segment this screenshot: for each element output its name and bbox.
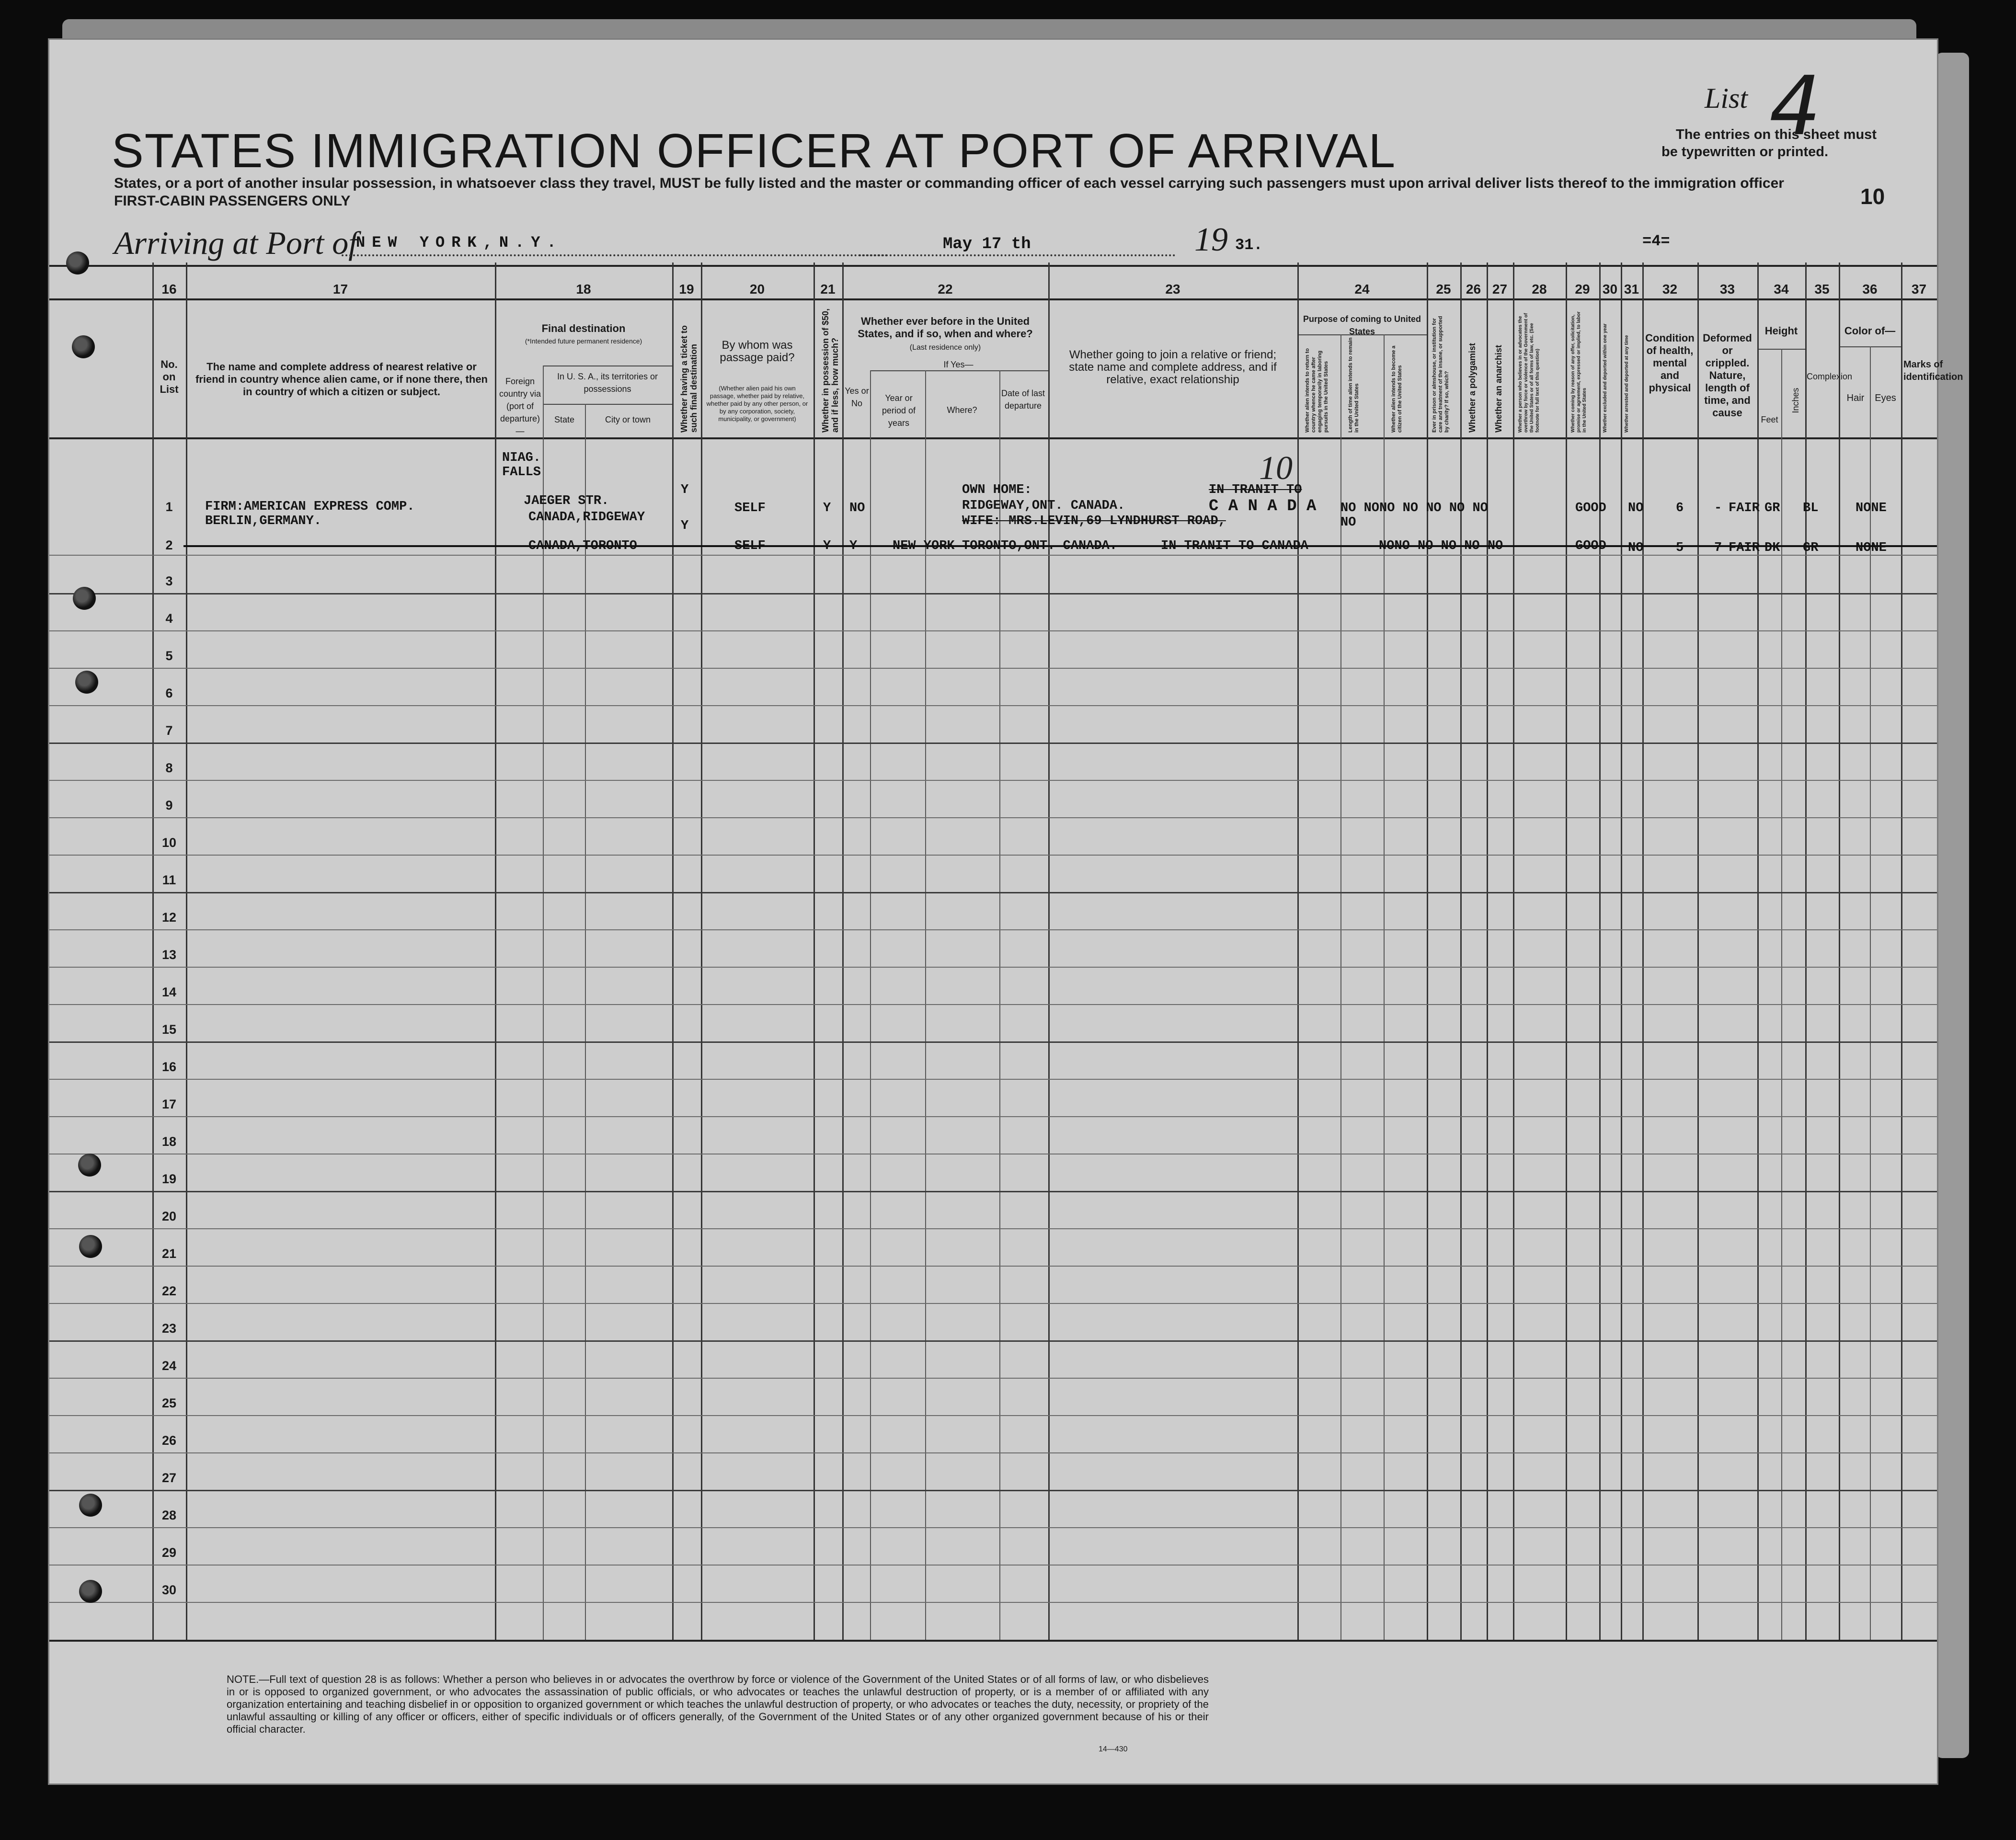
r1-relative-line2: BERLIN,GERMANY. (205, 514, 322, 528)
col-number-16: 16 (161, 282, 177, 297)
form-number: 14—430 (1099, 1745, 1128, 1753)
health-header: Condition of health, mental and physical (1645, 332, 1695, 394)
question-29-header: Whether coming by reason of any offer, solicitation, promise or agreement, expressed or implied, to labor in the United States (1570, 311, 1587, 433)
list-label: List (1705, 82, 1748, 114)
column-divider (1781, 349, 1782, 1640)
col-number-32: 32 (1662, 282, 1678, 297)
row-line (49, 1527, 1937, 1528)
row-line (49, 892, 1937, 893)
col-number-19: 19 (679, 282, 694, 297)
row-line (49, 1452, 1937, 1453)
arrival-year: 31. (1235, 236, 1263, 254)
row-number: 9 (165, 798, 173, 812)
hair-header: Hair (1846, 393, 1865, 403)
row-number: 12 (161, 910, 177, 925)
col-number-33: 33 (1719, 282, 1735, 297)
row-number: 27 (161, 1471, 177, 1485)
r2-purpose: IN TRANIT TO CANADA (1161, 539, 1308, 553)
row-line (49, 1266, 1937, 1267)
row-line (49, 1340, 1937, 1342)
r2-eyes: GR (1803, 541, 1819, 555)
row-number: 21 (161, 1246, 177, 1261)
r1-join-line3: WIFE: MRS.LEVIN,69 LYNDHURST ROAD, (962, 514, 1226, 528)
r2-marks: NONE (1856, 541, 1887, 555)
anarchist-header: Whether an anarchist (1494, 344, 1503, 433)
column-divider (1460, 263, 1462, 1640)
column-divider (1340, 334, 1341, 1640)
header-subrule (870, 370, 1048, 371)
col-number-20: 20 (749, 282, 765, 297)
column-divider (1599, 263, 1601, 1640)
passenger-class-line: FIRST-CABIN PASSENGERS ONLY (114, 193, 351, 209)
row-number: 5 (165, 649, 173, 663)
r1-feet: 6 (1676, 501, 1684, 515)
r1-foreign-country-2: FALLS (502, 465, 541, 480)
handwritten-mark: 10 (1259, 450, 1293, 487)
question-30-header: Whether excluded and deported within one year (1603, 323, 1608, 433)
row-line (49, 1490, 1937, 1491)
binding-hole (75, 671, 98, 694)
col-number-24: 24 (1354, 282, 1370, 297)
arrival-date: May 17 th (943, 235, 1031, 253)
column-divider (925, 370, 926, 1640)
column-divider (1901, 263, 1902, 1640)
r1-before: NO (849, 501, 865, 515)
row-number: 16 (161, 1060, 177, 1074)
col-number-37: 37 (1911, 282, 1927, 297)
row-number: 17 (161, 1097, 177, 1111)
row-line (49, 817, 1937, 818)
r1-complexion: FAIR (1729, 501, 1760, 515)
row-number: 7 (165, 723, 173, 738)
row-number: 11 (162, 873, 176, 887)
r1-relative-line1: FIRM:AMERICAN EXPRESS COMP. (205, 500, 415, 514)
row-line (49, 967, 1937, 968)
footnote: NOTE.—Full text of question 28 is as follows: Whether a person who believes in or advocates the overthrow by force or violence of the Government of the United States or of all forms of law, or who disbelieves in or is opposed to organized government, or who advocates the assassination of public officials, or who advocates or teaches the unlawful destruction of property, or is a member of or affiliated with any organization entertaining and teaching disbelief in or opposition to organized government or which teaches the unlawful destruction of property, or who advocates or teaches the duty, necessity, or propriety of the unlawful assaulting or killing of any officer or officers, either of specific individuals or of officers generally, of the Government of the United States or of any other organized government because of his or their official character. (227, 1673, 1209, 1735)
in-usa-header: In U. S. A., its territories or possessions (557, 372, 658, 394)
sheet-number: 10 (1860, 184, 1885, 209)
column-divider (1870, 346, 1871, 1640)
row-2-strikethrough (183, 545, 1937, 547)
manifest-sheet (48, 38, 1963, 1785)
column-divider (1566, 263, 1567, 1640)
r2-deformed: NO (1628, 541, 1644, 555)
inches-header: Inches (1791, 388, 1800, 413)
row-number: 15 (161, 1022, 177, 1037)
row-number: 28 (161, 1508, 177, 1522)
col-number-31: 31 (1624, 282, 1639, 297)
purpose-length-header: Length of time alien intends to remain in the United States (1348, 337, 1360, 433)
polygamist-header: Whether a polygamist (1467, 343, 1477, 433)
r2-health: GOOD (1575, 539, 1606, 553)
r1-join-line1: OWN HOME: (962, 483, 1032, 497)
eyes-header: Eyes (1875, 393, 1896, 403)
r2-state-city: CANADA,TORONTO (528, 539, 637, 553)
row-line (49, 630, 1937, 631)
r2-complexion: FAIR (1729, 541, 1760, 555)
year-prefix: 19 (1194, 221, 1228, 258)
binding-hole (79, 1235, 102, 1258)
page-stack-edge (1936, 53, 1969, 1758)
row-number: 4 (165, 611, 173, 626)
before-subheader: (Last residence only) (909, 343, 981, 352)
r1-inches: - (1714, 501, 1722, 515)
r2-flag-columns: NONO NO NO NO NO (1379, 539, 1503, 553)
year-period-header: Year or period of years (882, 393, 916, 428)
row-number: 2 (165, 538, 173, 552)
row-line (49, 1415, 1937, 1416)
join-header: Whether going to join a relative or friend; state name and complete address, and if relative, exact relationship (1069, 348, 1277, 386)
r1-eyes: BL (1803, 501, 1819, 515)
question-28-header: Whether a person who believes in or advocates the overthrow by force or violence of the Government of the United States or of all forms of law, etc. (See footnote for full text of this question) (1518, 313, 1540, 433)
row-line (49, 705, 1937, 706)
column-header-rule (49, 437, 1937, 439)
column-divider (1697, 263, 1699, 1640)
col-number-22: 22 (938, 282, 953, 297)
row-line (49, 1228, 1937, 1229)
r1-marks: NONE (1856, 501, 1887, 515)
row-line (49, 929, 1937, 930)
r1-purpose-line1: IN TRANIT TO (1209, 483, 1302, 497)
col-number-36: 36 (1862, 282, 1878, 297)
column-divider (1513, 263, 1514, 1640)
date-dotted-line (859, 254, 1175, 256)
where-header: Where? (947, 405, 977, 415)
row-number: 19 (161, 1172, 177, 1186)
foreign-country-header: Foreign country via (port of departure)— (499, 377, 541, 436)
purpose-header: Purpose of coming to United States (1303, 314, 1421, 336)
row-number: 22 (161, 1284, 177, 1298)
typewritten-note (1661, 126, 1877, 160)
col-number-23: 23 (1165, 282, 1180, 297)
passage-header: By whom was passage paid? (720, 339, 795, 364)
column-divider (585, 404, 586, 1640)
col-number-29: 29 (1575, 282, 1590, 297)
row-number: 24 (161, 1359, 177, 1373)
row-line (49, 1079, 1937, 1080)
binding-hole (79, 1494, 102, 1517)
passage-subheader: (Whether alien paid his own passage, whether paid by relative, whether paid by any other person, or by any corporation, society, municipality, or government) (706, 385, 808, 423)
form-title: STATES IMMIGRATION OFFICER AT PORT OF ARRIVAL (112, 124, 1397, 178)
column-divider (870, 370, 871, 1640)
col-number-30: 30 (1602, 282, 1618, 297)
column-divider (186, 263, 187, 1640)
column-divider (1621, 263, 1622, 1640)
r2-passage: SELF (734, 539, 766, 553)
prison-header: Ever in prison or almshouse, or institution for care and treatment of the insane, or supported by charity? If so, which? (1432, 316, 1450, 433)
final-destination-subheader: (*Intended future permanent residence) (525, 337, 642, 345)
row-number: 26 (161, 1433, 177, 1448)
typewritten-note-line1: The entries on this sheet must (1676, 127, 1877, 142)
col-number-34: 34 (1774, 282, 1789, 297)
row-line (49, 1602, 1937, 1603)
column-divider (842, 263, 844, 1640)
column-divider (1642, 263, 1644, 1640)
r2-feet: 5 (1676, 541, 1684, 555)
row-number: 3 (165, 574, 173, 588)
r2-inches: 7 (1714, 541, 1722, 555)
row-number: 10 (161, 835, 177, 850)
row-line (49, 593, 1937, 594)
question-31-header: Whether arrested and deported at any time (1624, 335, 1629, 433)
r1-hair: GR (1764, 501, 1780, 515)
row-line (49, 1191, 1937, 1192)
r1-state-city: CANADA,RIDGEWAY (528, 510, 645, 525)
header-subrule (543, 404, 672, 405)
row-line (49, 668, 1937, 669)
col-number-27: 27 (1492, 282, 1508, 297)
row-line (49, 743, 1937, 744)
deformed-header: Deformed or crippled. Nature, length of time, and cause (1703, 332, 1752, 419)
binding-hole (66, 251, 89, 274)
row-number: 6 (165, 686, 173, 700)
r1-street: JAEGER STR. (524, 494, 609, 508)
column-divider (999, 370, 1000, 1640)
final-destination-header: Final destination (541, 322, 626, 334)
r1-foreign-country: NIAG. (502, 451, 541, 465)
column-divider (1297, 263, 1299, 1640)
row-number: 20 (161, 1209, 177, 1223)
column-divider (672, 263, 674, 1640)
if-yes-header: If Yes— (943, 360, 974, 369)
list-number: 4 (1769, 59, 1821, 154)
r2-join: TORONTO,ONT. CANADA. (962, 539, 1118, 553)
column-divider (1427, 263, 1428, 1640)
purpose-return-header: Whether alien intends to return to country whence he came after engaging temporarily in laboring pursuits in the United States (1305, 348, 1329, 433)
r1-join-line2: RIDGEWAY,ONT. CANADA. (962, 499, 1125, 513)
column-divider (1805, 263, 1807, 1640)
color-of-header: Color of— (1844, 325, 1896, 337)
column-divider (1839, 263, 1840, 1640)
r2-where: NEW YORK (893, 539, 955, 553)
ticket-header: Whether having a ticket to such final destination (679, 325, 699, 433)
row-line (49, 1303, 1937, 1304)
r1-passage: SELF (734, 501, 766, 515)
header-subrule (1297, 334, 1427, 335)
binding-hole (78, 1154, 101, 1177)
row-number: 23 (161, 1321, 177, 1336)
row-line (49, 1116, 1937, 1117)
r1-purpose-line2: C A N A D A (1209, 497, 1317, 515)
r1-ticket-2: Y (681, 519, 689, 533)
yes-no-header: Yes or No (845, 386, 869, 408)
money-header: Whether in possession of $50, and if less, how much? (821, 308, 840, 433)
row-number: 30 (161, 1583, 177, 1597)
binding-hole (73, 587, 96, 610)
r2-hair: DK (1764, 541, 1780, 555)
column-divider (543, 366, 544, 1640)
r1-flag-columns: NO NONO NO NO NO NO (1340, 501, 1488, 515)
row-line (49, 855, 1937, 856)
binding-hole (79, 1580, 102, 1603)
r1-ticket: Y (681, 483, 689, 497)
date-last-header: Date of last departure (1001, 389, 1045, 411)
row-number: 29 (161, 1545, 177, 1560)
col-number-26: 26 (1466, 282, 1481, 297)
sequence-mark: =4= (1642, 232, 1670, 250)
city-header: City or town (605, 415, 651, 424)
column-divider (1487, 263, 1488, 1640)
row-number: 18 (161, 1134, 177, 1149)
r2-money: Y (823, 539, 831, 553)
no-on-list-header: No. on List (160, 358, 179, 395)
row-number: 1 (165, 500, 173, 514)
complexion-header: Complexion (1807, 372, 1853, 381)
row-number: 25 (161, 1396, 177, 1410)
col-number-25: 25 (1436, 282, 1451, 297)
r1-deformed: NO (1628, 501, 1644, 515)
purpose-citizen-header: Whether alien intends to become a citizen of the United States (1391, 345, 1403, 433)
row-line (49, 555, 1937, 556)
row-number: 8 (165, 761, 173, 775)
r2-before: Y (849, 539, 858, 553)
row-line (49, 1004, 1937, 1005)
arriving-label: Arriving at Port of (114, 225, 358, 261)
instruction-line: States, or a port of another insular possession, in whatsoever class they travel, MUST be fully listed and the master or commanding officer of each vessel carrying such passengers must upon arrival deliver lists thereof to the immigration officer (114, 175, 1784, 191)
column-divider (701, 263, 702, 1640)
feet-header: Feet (1761, 415, 1778, 424)
row-line (49, 780, 1937, 781)
col-number-28: 28 (1532, 282, 1547, 297)
relative-header: The name and complete address of nearest relative or friend in country whence alien came, or if none there, then in country of which a citizen or subject. (195, 361, 488, 398)
row-line (49, 1565, 1937, 1566)
col-number-21: 21 (820, 282, 836, 297)
column-number-rule (49, 298, 1937, 300)
col-number-35: 35 (1814, 282, 1830, 297)
r1-health: GOOD (1575, 501, 1606, 515)
row-line (49, 1041, 1937, 1043)
r1-flag-extra: NO (1340, 515, 1356, 530)
r1-money: Y (823, 501, 831, 515)
arrival-port: NEW YORK,N.Y. (356, 234, 563, 251)
before-header: Whether ever before in the United States, and if so, when and where? (858, 315, 1033, 340)
typewritten-note-line2: be typewritten or printed. (1661, 144, 1829, 160)
column-divider (1757, 263, 1759, 1640)
row-number: 14 (161, 985, 177, 999)
state-header: State (554, 415, 575, 424)
row-number: 13 (161, 948, 177, 962)
height-header: Height (1764, 325, 1798, 337)
col-number-17: 17 (332, 282, 348, 297)
row-line (49, 1378, 1937, 1379)
col-number-18: 18 (576, 282, 591, 297)
marks-header: Marks of identification (1903, 359, 1963, 382)
column-divider (1048, 263, 1050, 1640)
port-dotted-line (342, 254, 888, 256)
binding-hole (72, 335, 95, 358)
header-rule (49, 265, 1937, 267)
footer-rule (49, 1640, 1937, 1642)
column-divider (813, 263, 815, 1640)
column-divider (495, 263, 496, 1640)
column-divider (1384, 334, 1385, 1640)
